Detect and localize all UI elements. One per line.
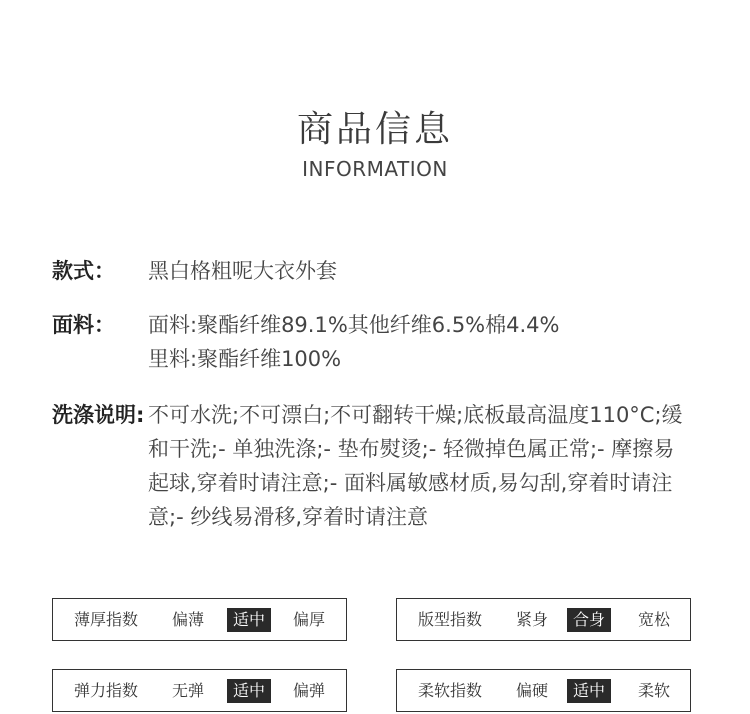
index-option: 偏弹 [293,681,326,700]
index-name: 版型指数 [418,610,483,629]
care-label: 洗涤说明: [52,403,145,427]
style-label: 款式： [52,259,115,283]
index-option: 柔软 [638,681,671,700]
index-option: 偏硬 [516,681,549,700]
index-name: 弹力指数 [74,681,139,700]
fabric-label: 面料： [52,313,115,337]
care-line: 意;- 纱线易滑移,穿着时请注意 [148,505,429,529]
page-subtitle: INFORMATION [302,157,448,181]
index-box-softness [396,669,691,712]
style-value-text: 黑白格粗呢大衣外套 [148,259,337,283]
fabric-line: 面料:聚酯纤维89.1%其他纤维6.5%棉4.4% [148,313,560,337]
index-box-thickness [52,598,347,641]
index-name: 柔软指数 [418,681,483,700]
index-option: 偏厚 [293,610,326,629]
index-option: 偏薄 [172,610,205,629]
care-line: 不可水洗;不可漂白;不可翻转干燥;底板最高温度110°C;缓 [148,403,683,427]
page-title: 商品信息 [296,109,453,150]
style-value [148,254,708,288]
care-line: 和干洗;- 单独洗涤;- 垫布熨烫;- 轻微掉色属正常;- 摩擦易 [148,437,675,461]
fabric-value [148,308,708,376]
index-box-fit [396,598,691,641]
fabric-line: 里料:聚酯纤维100% [148,347,342,371]
care-value [148,398,708,534]
index-option: 合身 [567,608,611,632]
index-option: 紧身 [516,610,549,629]
index-box-elasticity [52,669,347,712]
index-option: 适中 [227,679,271,703]
index-option: 宽松 [638,610,671,629]
index-option: 适中 [567,679,611,703]
index-name: 薄厚指数 [74,610,139,629]
index-option: 适中 [227,608,271,632]
care-line: 起球,穿着时请注意;- 面料属敏感材质,易勾刮,穿着时请注 [148,471,673,495]
index-option: 无弹 [172,681,205,700]
